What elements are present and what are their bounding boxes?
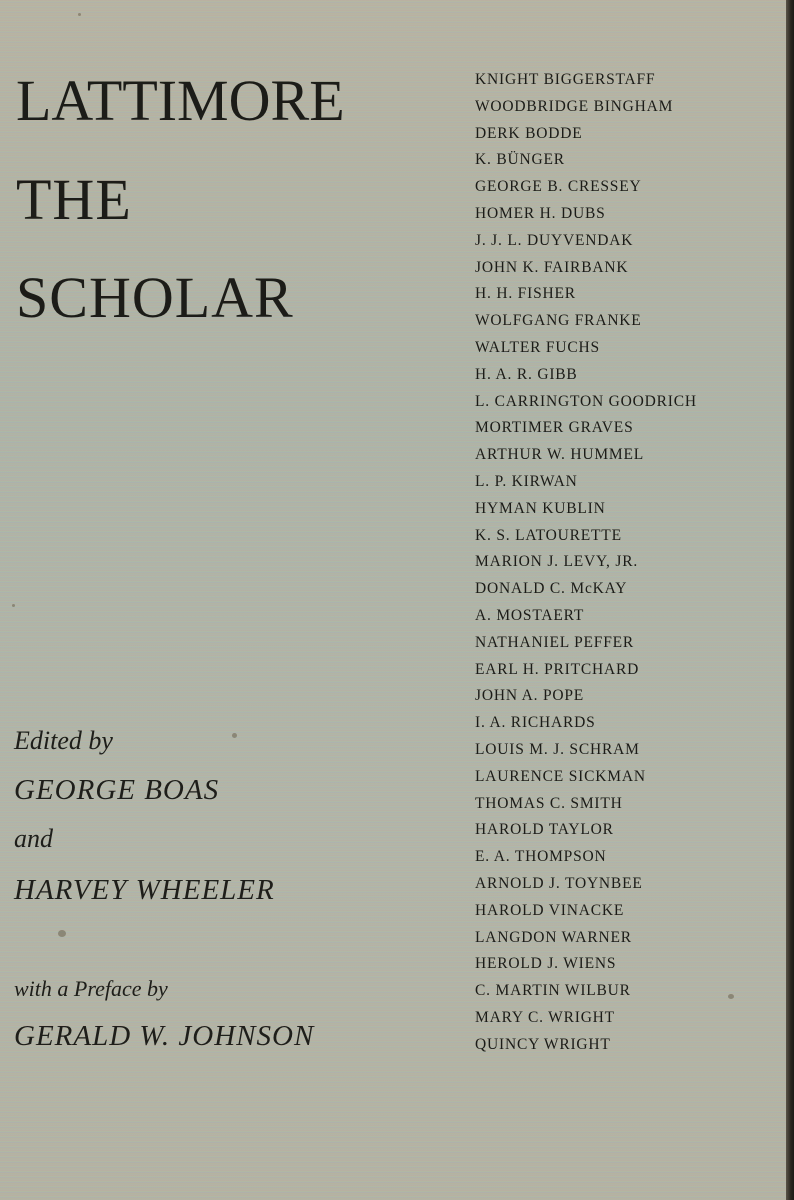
paper-speck [58,930,66,937]
contributor-name: H. H. FISHER [475,285,576,303]
contributor-name: EARL H. PRITCHARD [475,660,640,678]
preface-author: GERALD W. JOHNSON [14,1020,315,1052]
editor-name-1: GEORGE BOAS [14,774,220,806]
contributor-name: E. A. THOMPSON [475,848,607,866]
contributor-name: HEROLD J. WIENS [475,955,617,973]
title-line-lattimore: LATTIMORE [16,68,345,133]
paper-speck [78,13,81,16]
cover-edge-shadow [786,0,794,1200]
contributor-name: NATHANIEL PEFFER [475,633,635,651]
contributor-name: JOHN K. FAIRBANK [475,258,629,276]
contributor-name: DERK BODDE [475,124,583,142]
contributor-name: LOUIS M. J. SCHRAM [475,740,640,758]
paper-speck [728,994,734,999]
contributor-name: WOLFGANG FRANKE [475,312,642,330]
paper-speck [12,604,15,607]
contributor-name: QUINCY WRIGHT [475,1035,611,1053]
contributor-name: HYMAN KUBLIN [475,499,606,517]
edited-by-label: Edited by [14,726,113,755]
contributor-name: LANGDON WARNER [475,928,632,946]
contributor-list [475,70,697,1061]
contributor-name: MARION J. LEVY, JR. [475,553,639,571]
contributor-name: H. A. R. GIBB [475,365,578,383]
preface-label: with a Preface by [14,976,168,1001]
editor-name-2: HARVEY WHEELER [14,874,275,906]
contributor-name: K. S. LATOURETTE [475,526,622,544]
title-line-scholar: SCHOLAR [16,265,294,330]
contributor-name: ARNOLD J. TOYNBEE [475,874,643,892]
contributor-name: DONALD C. McKAY [475,580,628,598]
contributor-name: JOHN A. POPE [475,687,585,705]
and-label: and [14,824,53,853]
contributor-name: A. MOSTAERT [475,606,585,624]
title-line-the: THE [16,167,132,232]
contributor-name: C. MARTIN WILBUR [475,982,631,1000]
contributor-name: MARY C. WRIGHT [475,1008,615,1026]
contributor-name: L. P. KIRWAN [475,472,578,490]
contributor-name: HAROLD VINACKE [475,901,625,919]
contributor-name: I. A. RICHARDS [475,714,596,732]
contributor-name: MORTIMER GRAVES [475,419,634,437]
contributor-name: THOMAS C. SMITH [475,794,623,812]
contributor-name: K. BÜNGER [475,151,565,169]
contributor-name: WALTER FUCHS [475,338,600,356]
contributor-name: ARTHUR W. HUMMEL [475,446,645,464]
contributor-name: LAURENCE SICKMAN [475,767,646,785]
contributor-name: L. CARRINGTON GOODRICH [475,392,697,410]
contributor-name: WOODBRIDGE BINGHAM [475,97,674,115]
contributor-name: HAROLD TAYLOR [475,821,614,839]
contributor-name: KNIGHT BIGGERSTAFF [475,71,656,88]
contributor-name: GEORGE B. CRESSEY [475,178,642,196]
contributor-name: J. J. L. DUYVENDAK [475,231,634,249]
paper-speck [232,733,237,738]
contributor-name: HOMER H. DUBS [475,204,606,222]
